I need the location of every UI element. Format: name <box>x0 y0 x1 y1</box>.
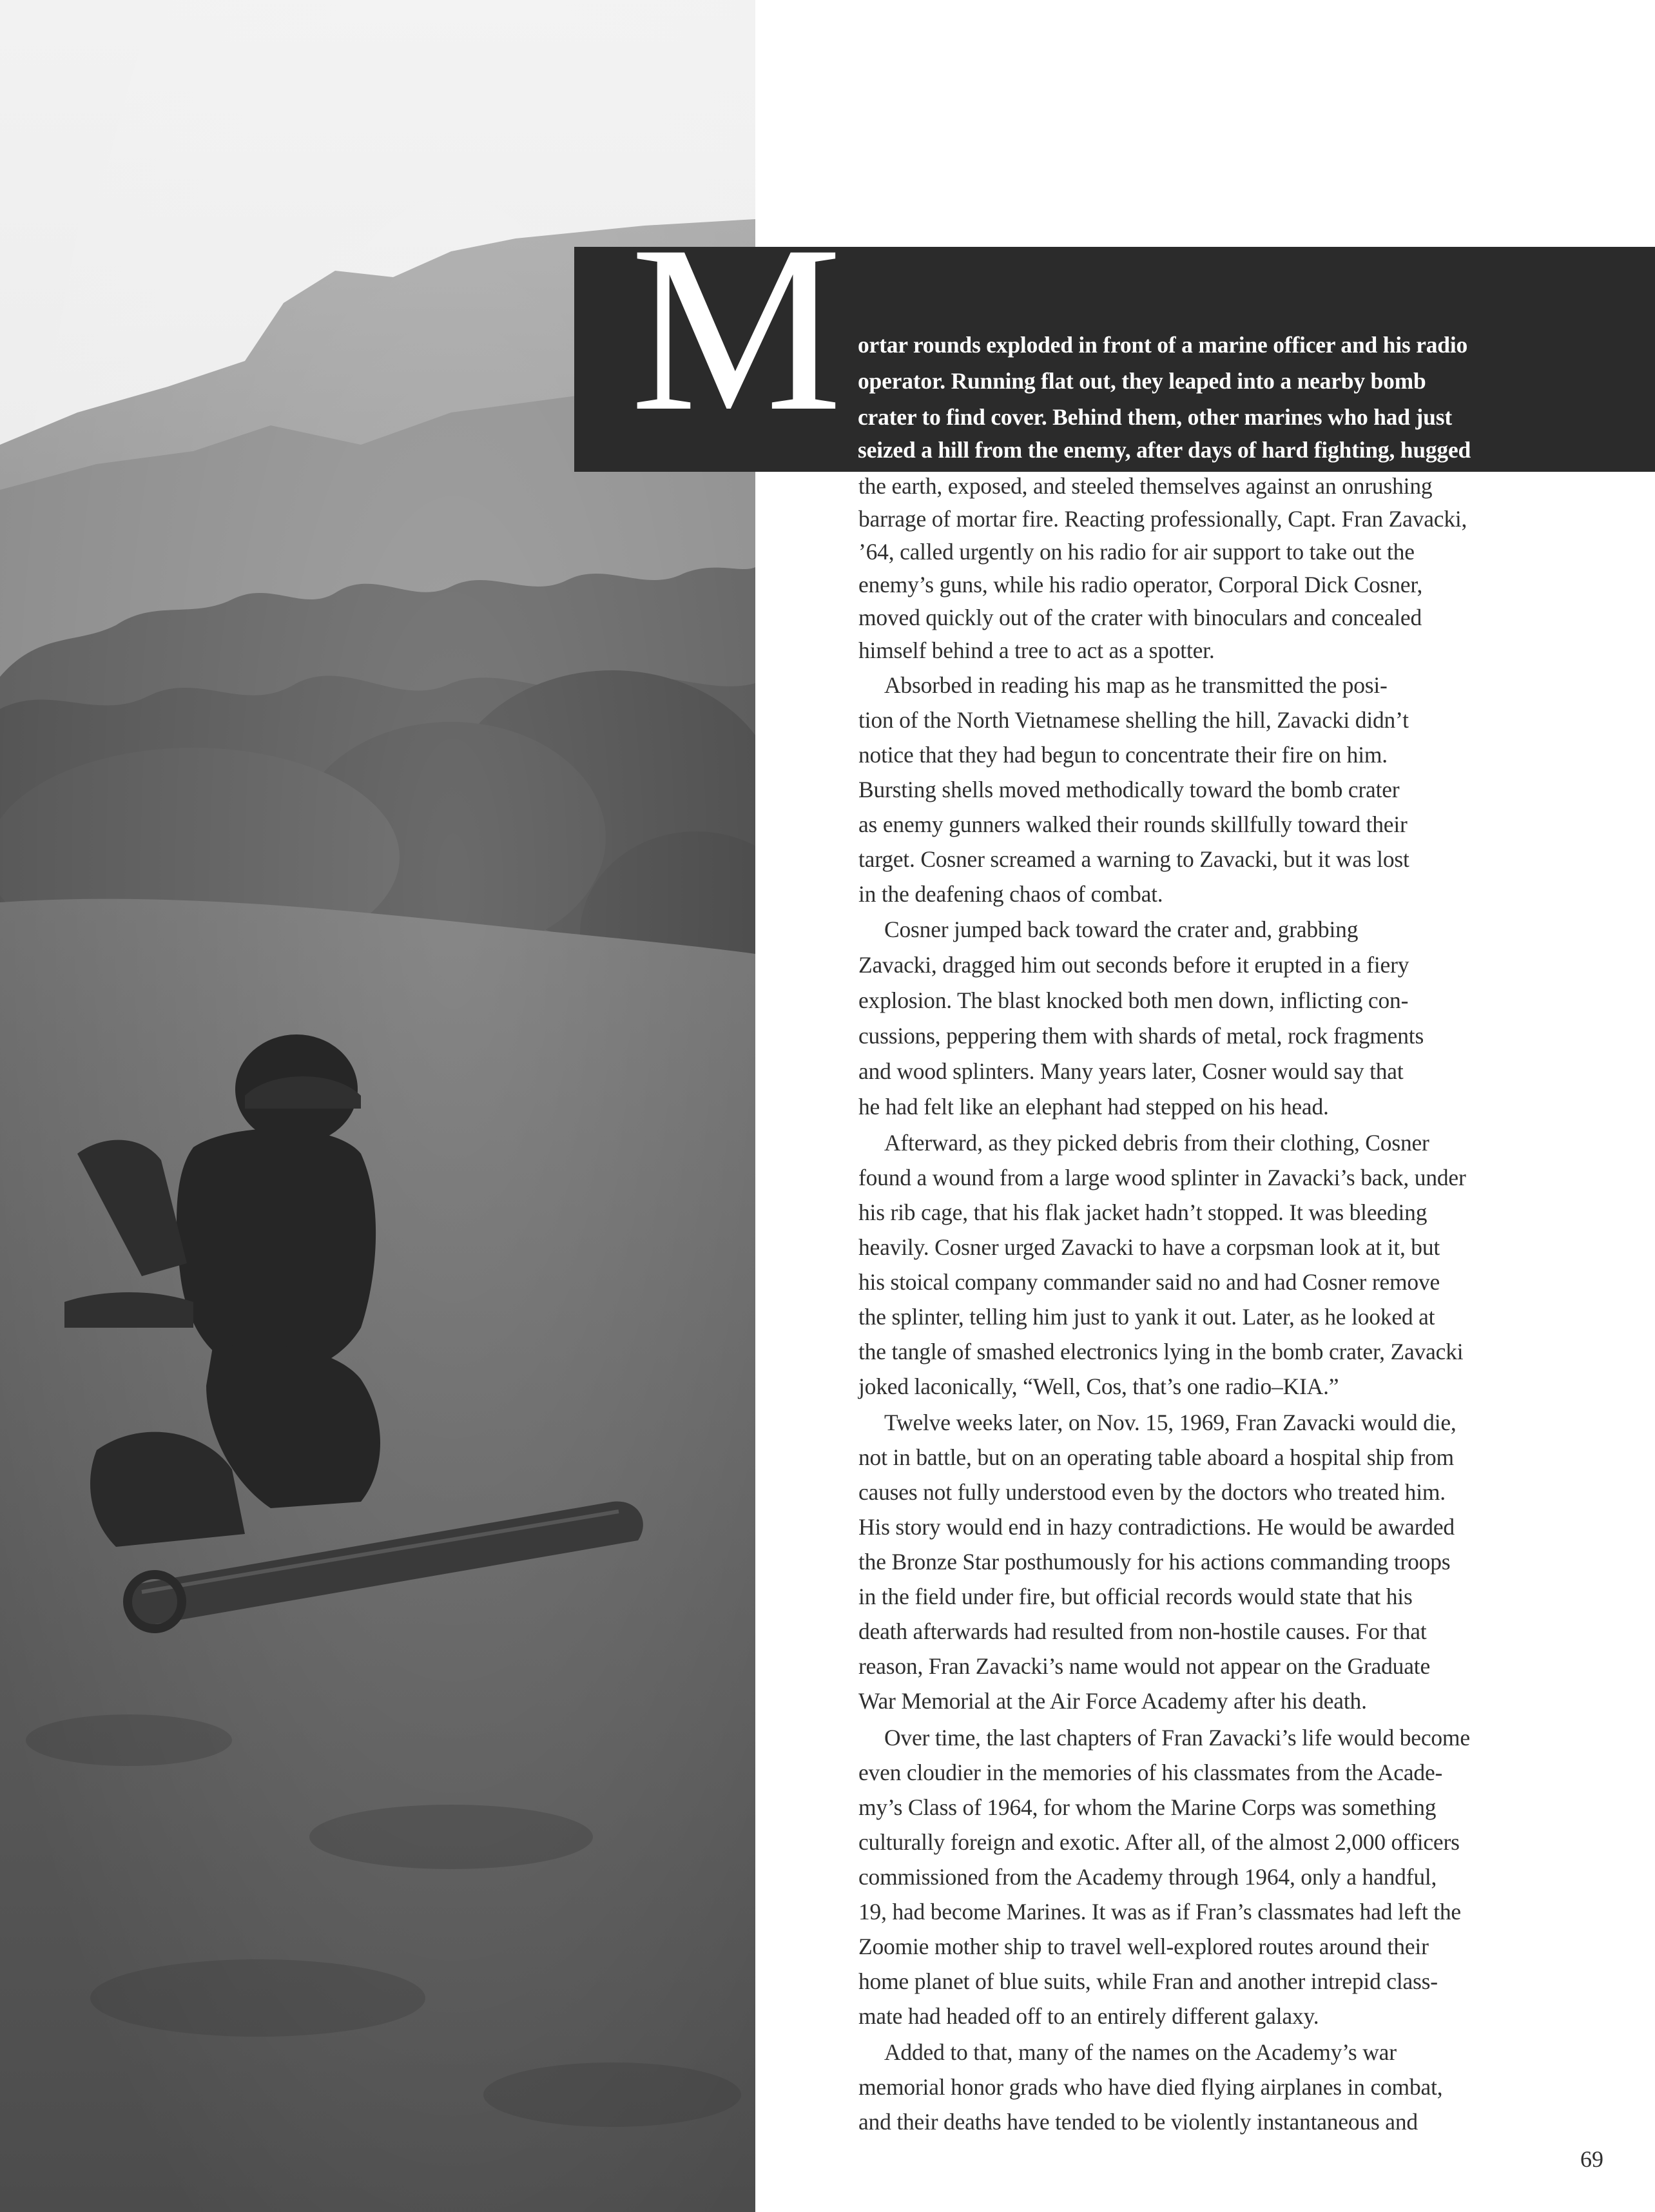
text-line: his stoical company commander said no and had Cosner remove <box>858 1269 1440 1295</box>
text-line: in the deafening chaos of combat. <box>858 881 1163 907</box>
intro-line: operator. Running flat out, they leaped into a nearby bomb <box>858 368 1426 394</box>
text-line: and their deaths have tended to be violently instantaneous and <box>858 2109 1418 2135</box>
text-line: the earth, exposed, and steeled themselves against an onrushing <box>858 473 1433 499</box>
text-line: culturally foreign and exotic. After all, of the almost 2,000 officers <box>858 1829 1460 1855</box>
text-line: causes not fully understood even by the doctors who treated him. <box>858 1479 1446 1505</box>
text-line: Afterward, as they picked debris from their clothing, Cosner <box>884 1130 1429 1156</box>
text-line: Absorbed in reading his map as he transmitted the posi- <box>884 672 1388 698</box>
page-number: 69 <box>1580 2146 1603 2172</box>
text-line: War Memorial at the Air Force Academy after his death. <box>858 1688 1367 1714</box>
text-line: found a wound from a large wood splinter in Zavacki’s back, under <box>858 1165 1466 1190</box>
text-line: enemy’s guns, while his radio operator, Corporal Dick Cosner, <box>858 572 1423 597</box>
text-line: Zoomie mother ship to travel well-explored routes around their <box>858 1934 1429 1959</box>
text-line: Added to that, many of the names on the Academy’s war <box>884 2039 1397 2065</box>
drop-cap: M <box>630 197 842 461</box>
text-line: mate had headed off to an entirely different galaxy. <box>858 2003 1319 2029</box>
text-line: death afterwards had resulted from non-hostile causes. For that <box>858 1618 1427 1644</box>
text-line: memorial honor grads who have died flying airplanes in combat, <box>858 2074 1443 2100</box>
text-line: not in battle, but on an operating table aboard a hospital ship from <box>858 1444 1454 1470</box>
text-line: even cloudier in the memories of his classmates from the Acade- <box>858 1760 1443 1785</box>
text-line: in the field under fire, but official records would state that his <box>858 1584 1413 1609</box>
text-line: tion of the North Vietnamese shelling the hill, Zavacki didn’t <box>858 707 1409 733</box>
text-line: the tangle of smashed electronics lying in the bomb crater, Zavacki <box>858 1339 1464 1364</box>
text-line: he had felt like an elephant had stepped on his head. <box>858 1094 1329 1120</box>
text-line: His story would end in hazy contradictions. He would be awarded <box>858 1514 1455 1540</box>
text-line: commissioned from the Academy through 1964, only a handful, <box>858 1864 1437 1890</box>
text-line: moved quickly out of the crater with binoculars and concealed <box>858 605 1422 630</box>
text-line: joked laconically, “Well, Cos, that’s one radio–KIA.” <box>858 1373 1339 1399</box>
text-line: Cosner jumped back toward the crater and, grabbing <box>884 917 1359 942</box>
text-line: himself behind a tree to act as a spotter. <box>858 637 1215 663</box>
text-line: Twelve weeks later, on Nov. 15, 1969, Fran Zavacki would die, <box>884 1410 1457 1435</box>
text-line: Bursting shells moved methodically toward the bomb crater <box>858 777 1400 802</box>
text-line: cussions, peppering them with shards of metal, rock fragments <box>858 1023 1424 1049</box>
text-line: ’64, called urgently on his radio for air support to take out the <box>858 539 1415 565</box>
text-line: as enemy gunners walked their rounds skillfully toward their <box>858 811 1408 837</box>
intro-line: crater to find cover. Behind them, other marines who had just <box>858 404 1452 430</box>
text-line: notice that they had begun to concentrate their fire on him. <box>858 742 1388 768</box>
text-line: and wood splinters. Many years later, Cosner would say that <box>858 1058 1404 1084</box>
intro-line: ortar rounds exploded in front of a marine officer and his radio <box>858 332 1468 358</box>
text-line: my’s Class of 1964, for whom the Marine Corps was something <box>858 1794 1437 1820</box>
text-line: Zavacki, dragged him out seconds before it erupted in a fiery <box>858 952 1409 978</box>
text-line: home planet of blue suits, while Fran and another intrepid class- <box>858 1968 1438 1994</box>
text-line: explosion. The blast knocked both men down, inflicting con- <box>858 987 1409 1013</box>
text-line: 19, had become Marines. It was as if Fran’s classmates had left the <box>858 1899 1461 1925</box>
text-line: Over time, the last chapters of Fran Zavacki’s life would become <box>884 1725 1470 1751</box>
text-line: the splinter, telling him just to yank it out. Later, as he looked at <box>858 1304 1435 1330</box>
text-line: heavily. Cosner urged Zavacki to have a corpsman look at it, but <box>858 1234 1440 1260</box>
text-line: his rib cage, that his flak jacket hadn’t stopped. It was bleeding <box>858 1199 1428 1225</box>
text-line: barrage of mortar fire. Reacting professionally, Capt. Fran Zavacki, <box>858 506 1467 532</box>
text-line: reason, Fran Zavacki’s name would not appear on the Graduate <box>858 1653 1431 1679</box>
text-line: target. Cosner screamed a warning to Zavacki, but it was lost <box>858 846 1409 872</box>
text-line: the Bronze Star posthumously for his actions commanding troops <box>858 1549 1451 1575</box>
intro-line: seized a hill from the enemy, after days of hard fighting, hugged <box>858 437 1471 463</box>
